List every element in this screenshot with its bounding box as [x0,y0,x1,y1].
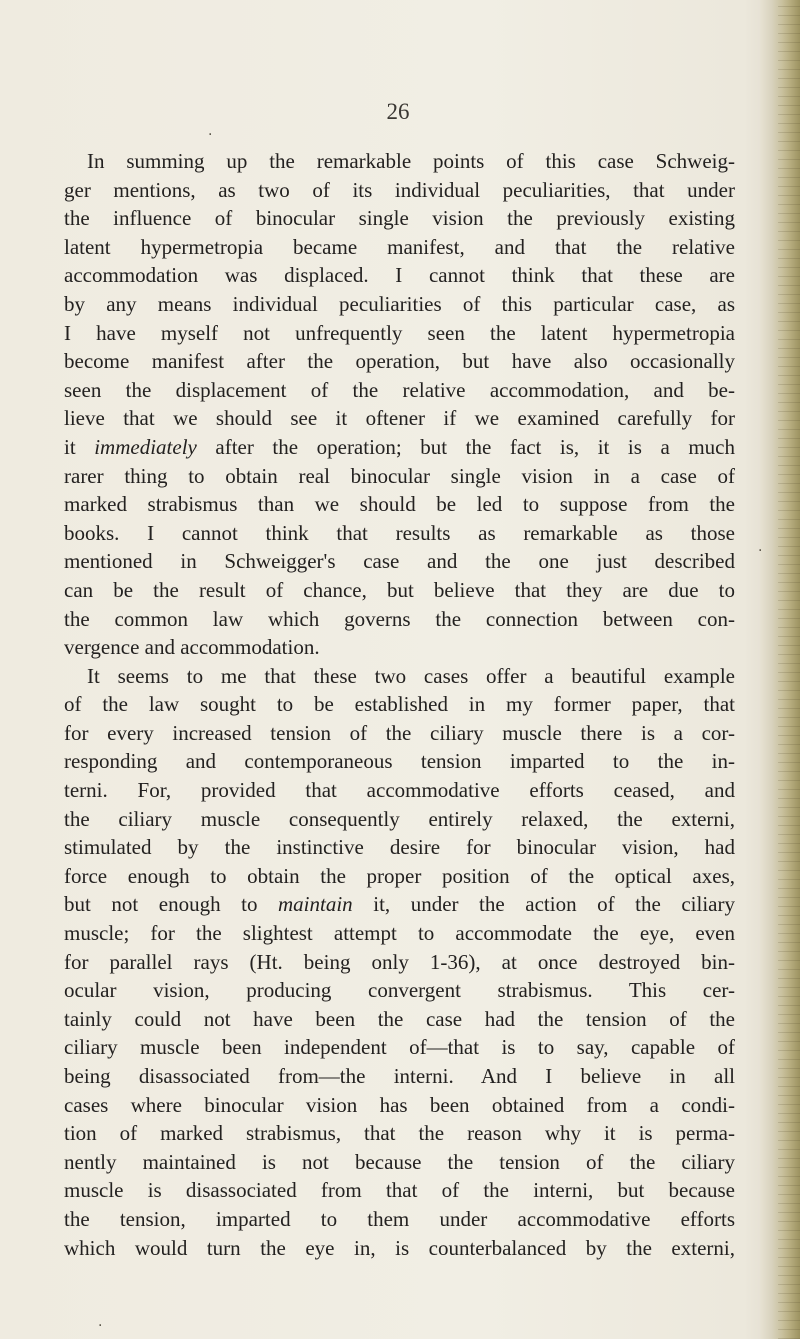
body-text [64,147,735,1262]
text-line: marked strabismus than we should be led to suppose from the [64,492,735,517]
page-number: 26 [386,99,410,124]
text-line: I have myself not unfrequently seen the latent hypermetropia [64,320,735,345]
text-line: for every increased tension of the ciliary muscle there is a cor- [64,720,735,745]
text-line: being disassociated from—the interni. And I believe in all [64,1064,735,1088]
text-line: ger mentions, as two of its individual peculiarities, that under [64,177,735,202]
text-line: muscle; for the slightest attempt to accommodate the eye, even [64,921,735,946]
text-line: rarer thing to obtain real binocular single vision in a case of [64,463,735,488]
text-line: the influence of binocular single vision the previously existing [64,206,735,231]
text-line: mentioned in Schweigger's case and the one just described [64,549,735,574]
text-line: vergence and accommodation. [64,635,320,660]
text-line: the common law which governs the connection between con- [64,606,735,631]
text-line: it immediately after the operation; but the fact is, it is a much [64,434,735,459]
text-line: of the law sought to be established in my former paper, that [64,692,735,717]
text-line: for parallel rays (Ht. being only 1-36), at once destroyed bin- [64,949,735,974]
emphasis: immediately [94,434,197,459]
ink-speck: · [208,127,213,143]
text-line: can be the result of chance, but believe that they are due to [64,577,735,602]
text-line: lieve that we should see it oftener if we examined carefully for [64,406,735,431]
text-line: books. I cannot think that results as remarkable as those [64,520,735,545]
text-line: tion of marked strabismus, that the reason why it is perma- [64,1121,735,1146]
page-edge-stack [778,0,800,1339]
text-line: the ciliary muscle consequently entirely relaxed, the externi, [64,806,735,831]
text-line: cases where binocular vision has been obtained from a condi- [64,1092,735,1117]
text-line: seen the displacement of the relative accommodation, and be- [64,377,735,402]
text-line: become manifest after the operation, but have also occasionally [64,349,735,374]
text-line: stimulated by the instinctive desire for binocular vision, had [64,835,735,860]
text-line: latent hypermetropia became manifest, and that the relative [64,234,735,259]
text-line: ciliary muscle been independent of—that is to say, capable of [64,1035,735,1060]
text-line: terni. For, provided that accommodative efforts ceased, and [64,778,735,803]
text-line: tainly could not have been the case had the tension of the [64,1006,735,1031]
paragraph [64,662,735,1262]
text-line: accommodation was displaced. I cannot think that these are [64,263,735,288]
text-line: ocular vision, producing convergent strabismus. This cer- [64,978,735,1003]
text-line: nently maintained is not because the tension of the ciliary [64,1149,735,1174]
text-line: by any means individual peculiarities of this particular case, as [64,291,735,316]
text-line: which would turn the eye in, is counterbalanced by the externi, [64,1235,735,1260]
paragraph [64,147,735,662]
text-line: muscle is disassociated from that of the interni, but because [64,1178,735,1203]
text-line: It seems to me that these two cases offer a beautiful example [87,663,735,688]
text-line: but not enough to maintain it, under the action of the ciliary [64,892,735,917]
ink-speck: · [98,1318,103,1334]
emphasis: maintain [278,892,353,917]
text-line: In summing up the remarkable points of this case Schweig- [87,149,735,173]
ink-speck: · [758,543,763,559]
text-line: responding and contemporaneous tension imparted to the in- [64,749,735,774]
text-line: the tension, imparted to them under accommodative efforts [64,1206,735,1231]
text-line: force enough to obtain the proper position of the optical axes, [64,863,735,888]
